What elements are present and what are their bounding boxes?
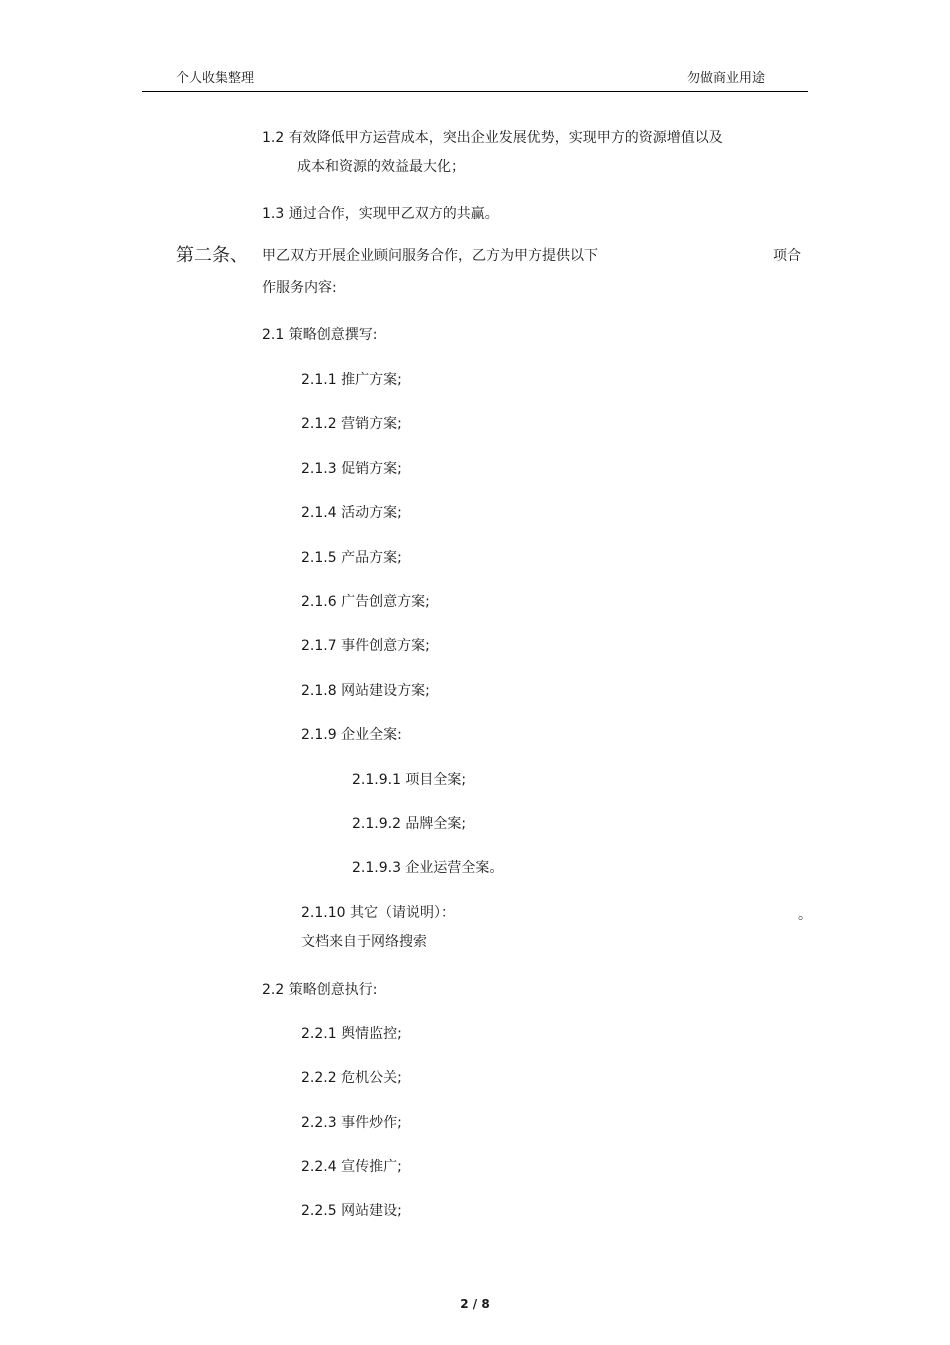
article-2-right-text: 项合 <box>773 248 801 264</box>
list-item-2-1-1: 2.1.1 推广方案; <box>301 372 402 388</box>
source-note: 文档来自于网络搜索 <box>301 934 427 950</box>
header-right-text: 勿做商业用途 <box>687 71 766 86</box>
article-2-continuation: 作服务内容: <box>262 280 337 296</box>
list-item-2-1-3: 2.1.3 促销方案; <box>301 461 402 477</box>
list-item-2-2-3: 2.2.3 事件炒作; <box>301 1115 402 1131</box>
list-item-2-1-10-end: 。 <box>798 907 812 923</box>
list-item-2-1-4: 2.1.4 活动方案; <box>301 505 402 521</box>
section-2-1-heading: 2.1 策略创意撰写: <box>262 327 378 343</box>
paragraph-1-2-line1: 1.2 有效降低甲方运营成本，突出企业发展优势，实现甲方的资源增值以及 <box>262 130 723 146</box>
header-left-text: 个人收集整理 <box>176 71 255 86</box>
paragraph-1-2-line2: 成本和资源的效益最大化； <box>297 159 465 175</box>
list-item-2-1-10: 2.1.10 其它（请说明）： <box>301 905 455 921</box>
list-item-2-2-2: 2.2.2 危机公关; <box>301 1070 402 1086</box>
list-item-2-1-9: 2.1.9 企业全案: <box>301 727 402 743</box>
list-item-2-1-9-2: 2.1.9.2 品牌全案; <box>352 816 467 832</box>
list-item-2-1-7: 2.1.7 事件创意方案; <box>301 638 430 654</box>
list-item-2-1-9-3: 2.1.9.3 企业运营全案。 <box>352 860 504 876</box>
list-item-2-2-4: 2.2.4 宣传推广; <box>301 1159 402 1175</box>
article-2-text: 甲乙双方开展企业顾问服务合作，乙方为甲方提供以下 <box>262 248 598 264</box>
paragraph-1-3: 1.3 通过合作，实现甲乙双方的共赢。 <box>262 206 499 222</box>
list-item-2-1-2: 2.1.2 营销方案; <box>301 416 402 432</box>
list-item-2-1-5: 2.1.5 产品方案; <box>301 550 402 566</box>
list-item-2-1-9-1: 2.1.9.1 项目全案; <box>352 772 467 788</box>
list-item-2-2-1: 2.2.1 舆情监控; <box>301 1026 402 1042</box>
list-item-2-2-5: 2.2.5 网站建设; <box>301 1203 402 1219</box>
list-item-2-1-6: 2.1.6 广告创意方案; <box>301 594 430 610</box>
list-item-2-1-8: 2.1.8 网站建设方案; <box>301 683 430 699</box>
article-2-label: 第二条、 <box>176 245 248 266</box>
header-rule <box>142 91 808 92</box>
section-2-2-heading: 2.2 策略创意执行: <box>262 982 378 998</box>
page-number: 2 / 8 <box>460 1297 490 1311</box>
